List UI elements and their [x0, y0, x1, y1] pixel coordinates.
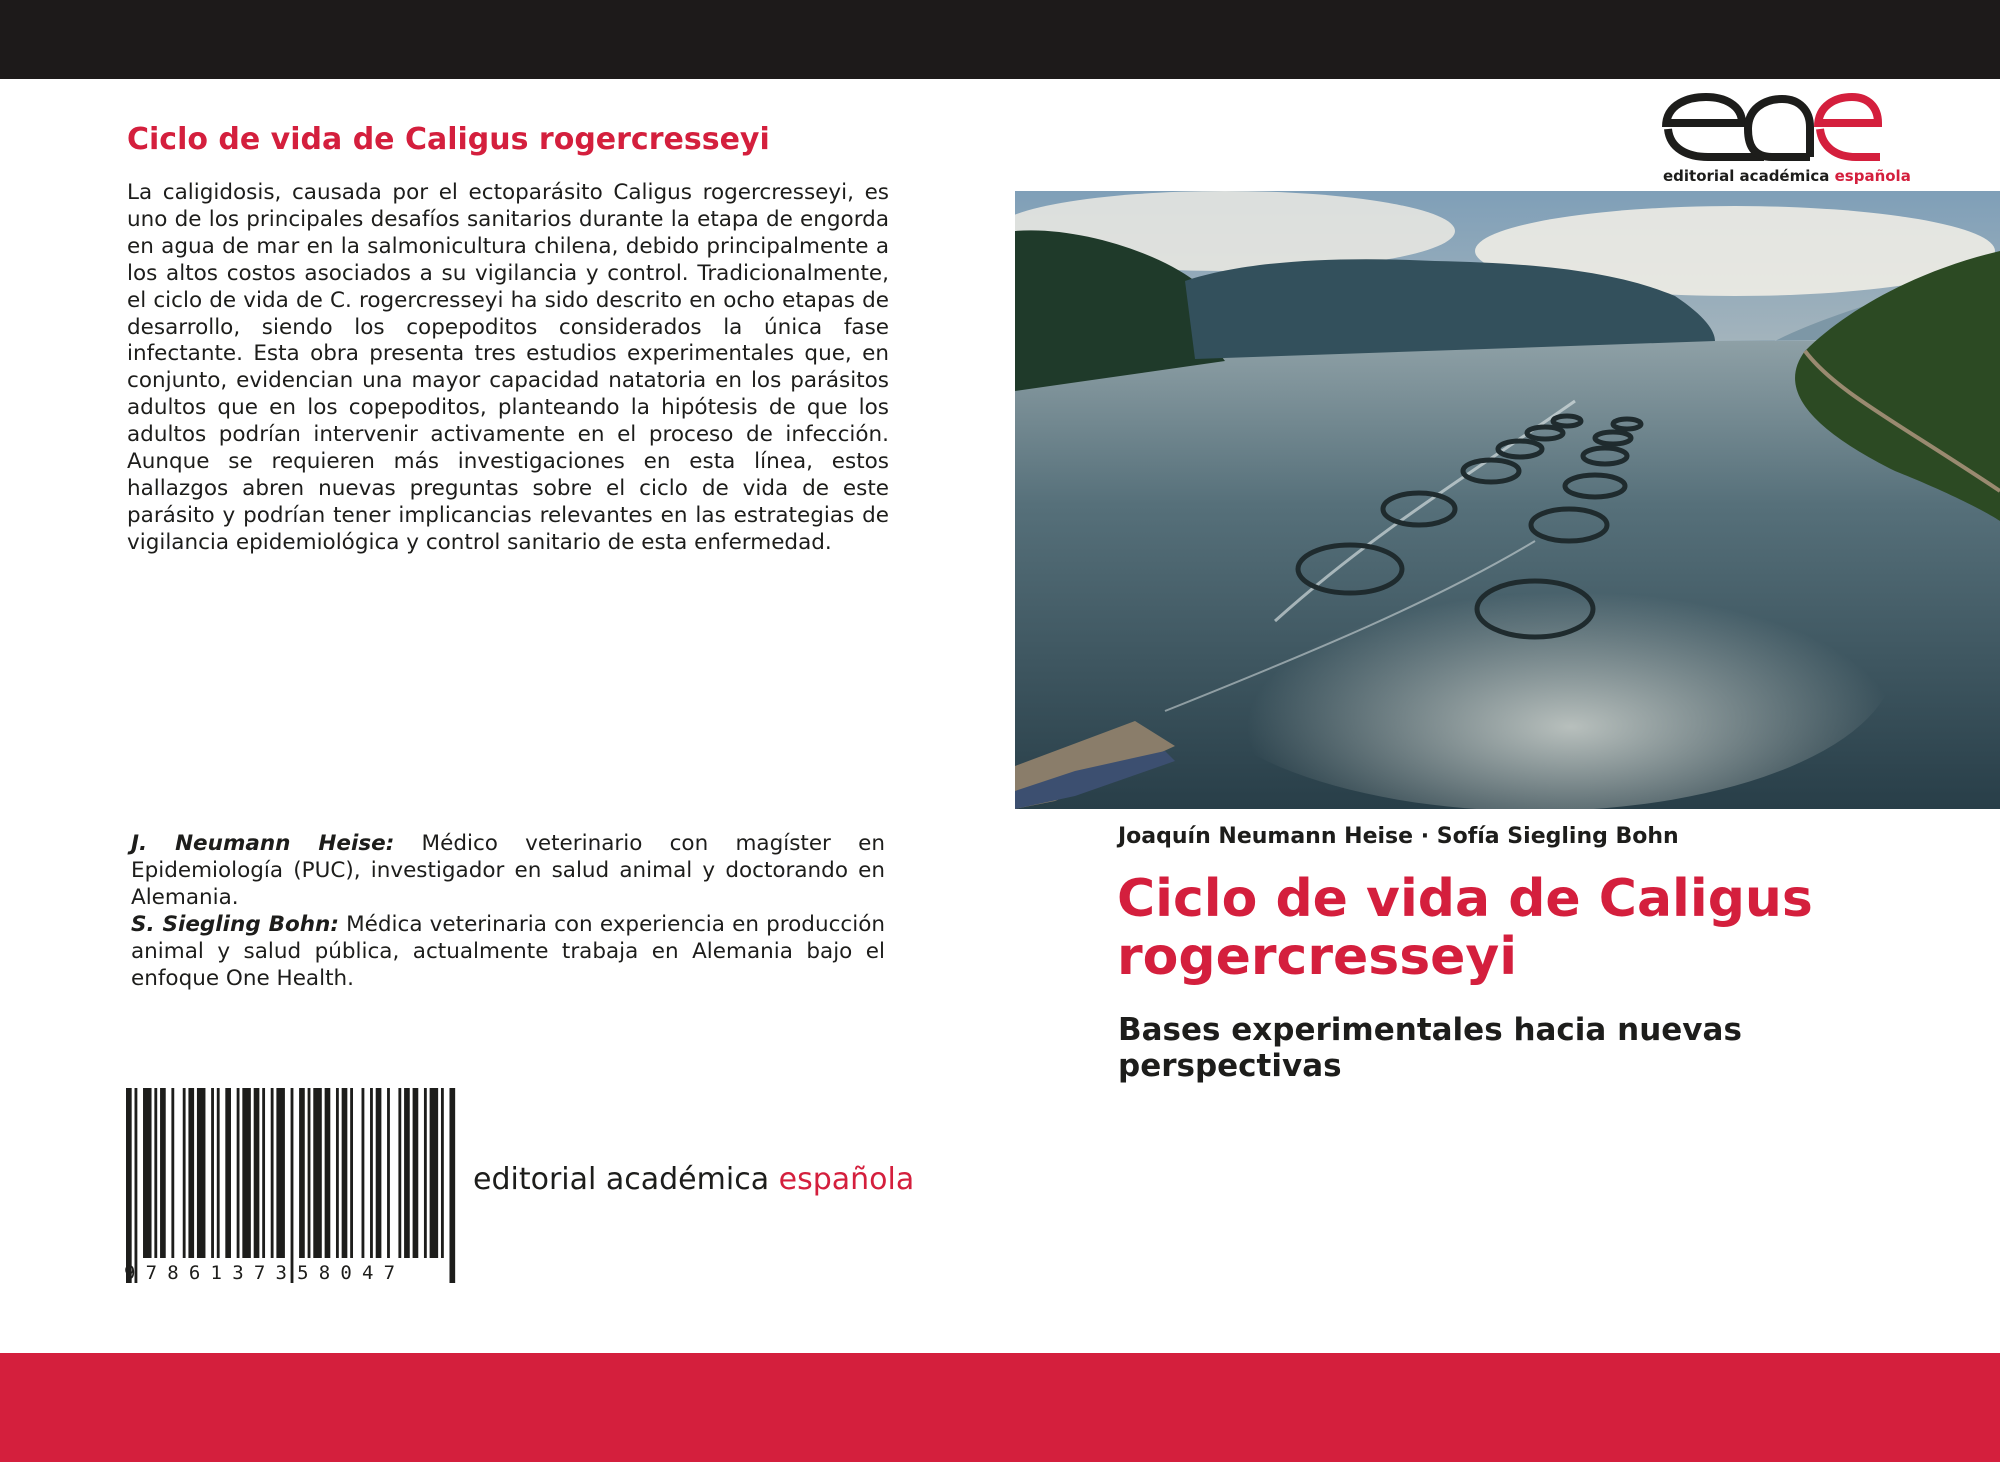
author-bio-text: Médica veterinaria con experiencia en producción animal y salud pública, actualmente trabaja en Alemania bajo el enfoque One Health. [131, 911, 885, 991]
publisher-name-main: editorial académica [473, 1162, 779, 1197]
barcode-bar [197, 1088, 206, 1258]
author-bio [131, 831, 885, 912]
barcode-bar [308, 1088, 311, 1258]
isbn-digits: 9786137358047 [124, 1262, 406, 1284]
barcode-bar [291, 1088, 294, 1283]
top-band [0, 0, 2000, 79]
barcode-bar [188, 1088, 194, 1258]
barcode-bar [225, 1088, 231, 1258]
barcode-bar [126, 1088, 132, 1283]
barcode-bar [336, 1088, 339, 1258]
front-cover-title: Ciclo de vida de Caligus rogercresseyi [1117, 869, 1813, 987]
barcode-bar [262, 1088, 265, 1258]
author-bio-name: S. Siegling Bohn: [131, 911, 339, 937]
barcode-bar [217, 1088, 220, 1258]
isbn-barcode [126, 1088, 458, 1283]
barcode-bar [276, 1088, 285, 1258]
barcode-bar [271, 1088, 274, 1258]
barcode-bar [441, 1088, 444, 1258]
author-bio-name: J. Neumann Heise: [131, 831, 395, 856]
barcode-bar [342, 1088, 348, 1258]
publisher-name [473, 1162, 914, 1197]
barcode-bar [237, 1088, 240, 1258]
barcode-bar [430, 1088, 439, 1258]
barcode-bar [404, 1088, 410, 1258]
barcode-bar [398, 1088, 401, 1258]
back-cover-blurb: La caligidosis, causada por el ectoparásito Caligus rogercresseyi, es uno de los principales desafíos sanitarios durante la etapa de engorda en agua de mar en la salmonicultura chilena, debido principalmente a los altos costos asociados a su vigilancia y control. Tradicionalmente, el ciclo de vida de C. rogercresseyi ha sido descrito en ocho etapas de desarrollo, siendo los copepoditos considerados la única fase infectante. Esta obra presenta tres estudios experimentales que, en conjunto, evidencian una mayor capacidad natatoria en los parásitos adultos que en los copepoditos, planteando la hipótesis de que los adultos podrían intervenir activamente en el proceso de infección. Aunque se requieren más investigaciones en esta línea, estos hallazgos abren nuevas preguntas sobre el ciclo de vida de este parásito y podrían tener implicancias relevantes en las estrategias de vigilancia epidemiológica y control sanitario de esta enfermedad. [127, 180, 889, 555]
author-bio [131, 912, 885, 993]
barcode-bar [299, 1088, 305, 1258]
front-cover-subtitle: Bases experimentales hacia nuevas perspectivas [1118, 1012, 1742, 1084]
barcode-bar [362, 1088, 365, 1258]
barcode-bar [211, 1088, 214, 1258]
eae-logo-icon [1660, 93, 1882, 163]
logo-caption [1663, 167, 1911, 185]
publisher-logo [1660, 93, 1911, 195]
barcode-bar [376, 1088, 382, 1258]
barcode-bar [424, 1088, 427, 1258]
barcode-bar [242, 1088, 251, 1258]
barcode-bar [143, 1088, 152, 1258]
fjord-salmon-farm-photo [1015, 191, 2000, 809]
author-bios [131, 831, 885, 992]
barcode-bar [313, 1088, 322, 1258]
publisher-name-accent: española [778, 1162, 915, 1197]
barcode-bar [325, 1088, 331, 1258]
logo-caption-accent: española [1834, 167, 1911, 185]
barcode-bar [160, 1088, 166, 1258]
barcode-bar [387, 1088, 390, 1258]
barcode-bar [171, 1088, 174, 1258]
barcode-bar [254, 1088, 260, 1258]
author-bio-text: Médico veterinario con magíster en Epidemiología (PUC), investigador en salud animal y doctorando en Alemania. [131, 831, 885, 910]
barcode-bar [413, 1088, 419, 1258]
barcode-bar [449, 1088, 455, 1283]
back-cover-title: Ciclo de vida de Caligus rogercresseyi [127, 122, 770, 157]
barcode-bar [183, 1088, 186, 1258]
barcode-bar [370, 1088, 373, 1258]
authors-line: Joaquín Neumann Heise · Sofía Siegling Bohn [1118, 824, 1679, 849]
barcode-bar [135, 1088, 138, 1283]
barcode-bar [154, 1088, 157, 1258]
barcode-bar [350, 1088, 353, 1258]
bottom-band [0, 1353, 2000, 1462]
logo-caption-main: editorial académica [1663, 167, 1835, 185]
